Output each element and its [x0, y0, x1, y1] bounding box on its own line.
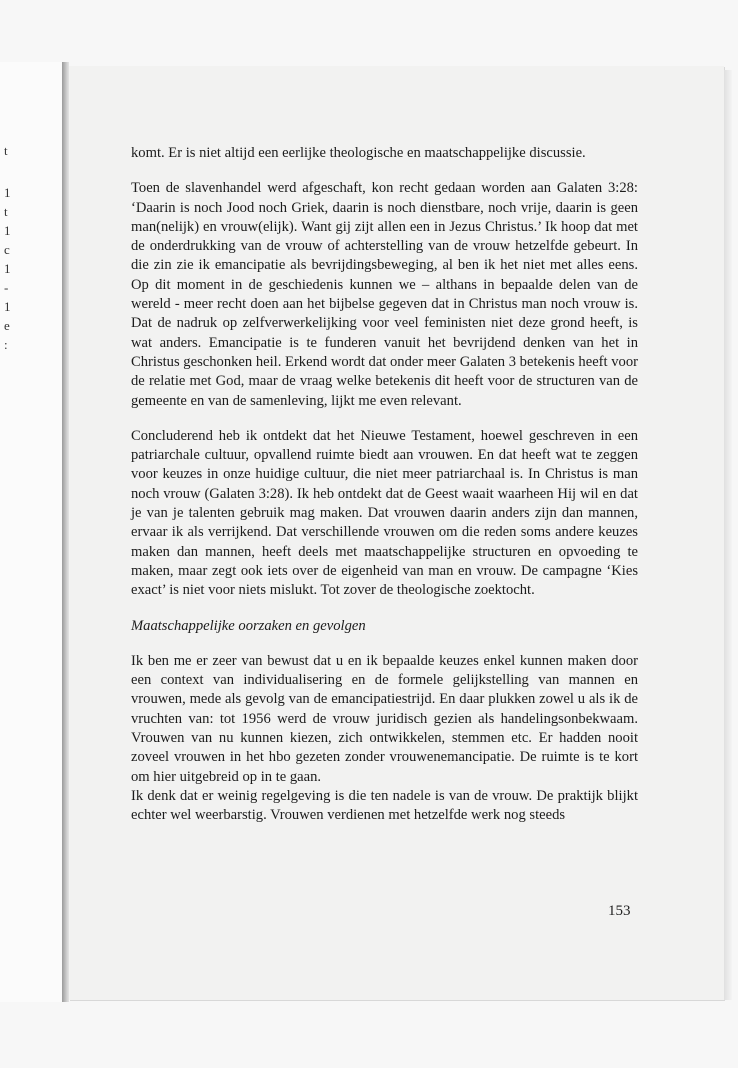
page-number: 153: [608, 903, 631, 919]
paragraph-3: Concluderend heb ik ontdekt dat het Nieuwe Testament, hoewel geschreven in een patriarchale cultuur, opvallend ruimte biedt aan vrouwen. En dat heeft wat te zeggen voor keuzes in onze huidige cultuur, die niet meer patriarchaal is. In Christus is man noch vrouw (Galaten 3:28). Ik heb ontdekt dat de Geest waait waarheen Hij wil en dat je van je talenten gebruik mag maken. Dat vrouwen daarin anders zijn dan mannen, ervaar ik als verrijkend. Dat verschillende vrouwen om die reden soms andere keuzes maken dan mannen, heeft deels met maatschappelijke structuren en opvoeding te maken, maar zegt ook iets over de eigenheid van man en vrouw. De campagne ‘Kies exact’ is niet voor niets mislukt. Tot zover de theologische zoektocht.: [131, 427, 638, 599]
left-margin-char: 1: [4, 223, 11, 238]
left-margin-char: -: [4, 280, 9, 295]
left-page-strip: [0, 62, 62, 1002]
section-heading: Maatschappelijke oorzaken en gevolgen: [131, 617, 366, 634]
page-edge: [724, 70, 732, 1000]
left-margin-char: c: [4, 242, 10, 257]
left-margin-char: 1: [4, 185, 11, 200]
paragraph-1: komt. Er is niet altijd een eerlijke theologische en maatschappelijke discussie.: [131, 145, 586, 161]
paragraph-2: Toen de slavenhandel werd afgeschaft, kon recht gedaan worden aan Galaten 3:28: ‘Daarin is noch Jood noch Griek, daarin is noch dienstbare, noch vrije, daarin is geen man(nelijk) en vrouw(elijk). Want gij zijt allen een in Jezus Christus.’ Ik hoop dat met de onderdrukking van de vrouw of achterstelling van de vrouw hetzelfde gebeurt. In die zin zie ik emancipatie als bevrijdingsbeweging, al ben ik het niet met alles eens. Op dit moment in de geschiedenis kunnen we – althans in bepaalde delen van de wereld - meer recht doen aan het bijbelse gegeven dat in Christus man noch vrouw is. Dat de nadruk op zelfverwerkelijking voor veel feministen niet deze grond heeft, is wat anders. Emancipatie is te funderen vanuit het bevrijdend denken van het in Christus geschonken heil. Erkend wordt dat onder meer Galaten 3 betekenis heeft voor de relatie met God, maar de vraag welke betekenis dit heeft voor de structuren van de gemeente en van de samenleving, lijkt me even relevant.: [131, 180, 638, 409]
left-margin-char: 1: [4, 261, 11, 276]
body-text: [131, 144, 638, 826]
paragraph-5: Ik denk dat er weinig regelgeving is die ten nadele is van de vrouw. De praktijk blijkt echter wel weerbarstig. Vrouwen verdienen met hetzelfde werk nog steeds: [131, 787, 638, 824]
left-margin-char: e: [4, 318, 10, 333]
left-margin-char: :: [4, 337, 8, 352]
left-margin-char: t: [4, 143, 8, 158]
left-margin-char: 1: [4, 299, 11, 314]
left-margin-char: t: [4, 204, 8, 219]
book-gutter: [62, 62, 69, 1002]
paragraph-4: Ik ben me er zeer van bewust dat u en ik bepaalde keuzes enkel kunnen maken door een context van individualisering en de formele gelijkstelling van mannen en vrouwen, mede als gevolg van de emancipatiestrijd. En daar plukken zowel u als ik de vruchten van: tot 1956 werd de vrouw juridisch gezien als handelingsonbekwaam. Vrouwen van nu kunnen kiezen, zich ontwikkelen, stemmen etc. Er hadden nooit zoveel vrouwen in het hbo gezeten zonder vrouwenemancipatie. De ruimte is te kort om hier uitgebreid op in te gaan.: [131, 652, 638, 785]
